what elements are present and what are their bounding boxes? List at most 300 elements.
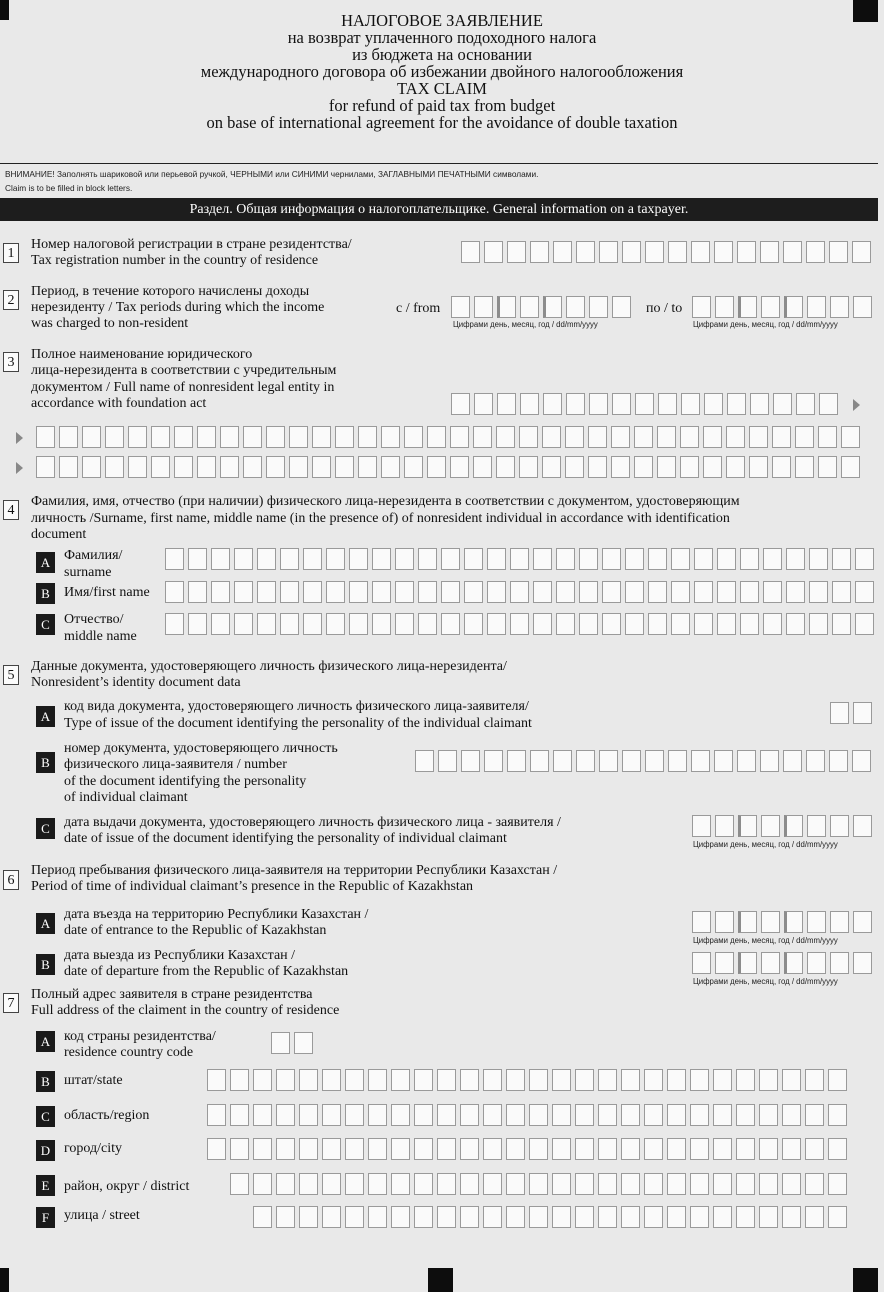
char-box[interactable] — [230, 1104, 249, 1126]
char-box[interactable] — [243, 456, 262, 478]
char-box[interactable] — [713, 1069, 732, 1091]
char-box[interactable] — [772, 456, 791, 478]
char-box[interactable] — [253, 1069, 272, 1091]
char-box[interactable] — [763, 548, 782, 570]
char-box[interactable] — [830, 952, 849, 974]
char-box[interactable] — [207, 1104, 226, 1126]
char-box[interactable] — [257, 613, 276, 635]
char-box[interactable] — [715, 911, 734, 933]
char-box[interactable] — [717, 581, 736, 603]
char-box[interactable] — [795, 426, 814, 448]
char-box[interactable] — [761, 815, 780, 837]
char-box[interactable] — [303, 613, 322, 635]
char-box[interactable] — [805, 1069, 824, 1091]
char-box[interactable] — [694, 581, 713, 603]
char-box[interactable] — [692, 815, 711, 837]
char-box[interactable] — [197, 426, 216, 448]
char-box[interactable] — [368, 1138, 387, 1160]
char-box[interactable] — [418, 581, 437, 603]
char-box[interactable] — [36, 426, 55, 448]
char-box[interactable] — [414, 1104, 433, 1126]
char-box[interactable] — [507, 750, 526, 772]
char-box[interactable] — [796, 393, 815, 415]
char-box[interactable] — [220, 426, 239, 448]
char-box[interactable] — [589, 296, 608, 318]
tax-registration-number-boxes[interactable] — [461, 241, 875, 263]
char-box[interactable] — [322, 1069, 341, 1091]
char-box[interactable] — [782, 1173, 801, 1195]
char-box[interactable] — [612, 296, 631, 318]
char-box[interactable] — [257, 581, 276, 603]
char-box[interactable] — [506, 1206, 525, 1228]
char-box[interactable] — [484, 241, 503, 263]
char-box[interactable] — [786, 581, 805, 603]
char-box[interactable] — [234, 548, 253, 570]
char-box[interactable] — [36, 456, 55, 478]
char-box[interactable] — [809, 548, 828, 570]
char-box[interactable] — [460, 1069, 479, 1091]
char-box[interactable] — [703, 456, 722, 478]
char-box[interactable] — [602, 613, 621, 635]
char-box[interactable] — [566, 393, 585, 415]
char-box[interactable] — [625, 581, 644, 603]
char-box[interactable] — [404, 426, 423, 448]
char-box[interactable] — [289, 426, 308, 448]
char-box[interactable] — [165, 548, 184, 570]
char-box[interactable] — [713, 1104, 732, 1126]
district-boxes[interactable] — [230, 1173, 851, 1195]
char-box[interactable] — [759, 1104, 778, 1126]
char-box[interactable] — [506, 1104, 525, 1126]
char-box[interactable] — [668, 750, 687, 772]
char-box[interactable] — [784, 911, 803, 933]
char-box[interactable] — [289, 456, 308, 478]
region-boxes[interactable] — [207, 1104, 851, 1126]
char-box[interactable] — [634, 426, 653, 448]
char-box[interactable] — [759, 1138, 778, 1160]
char-box[interactable] — [795, 456, 814, 478]
char-box[interactable] — [165, 613, 184, 635]
char-box[interactable] — [853, 815, 872, 837]
char-box[interactable] — [438, 750, 457, 772]
char-box[interactable] — [82, 426, 101, 448]
char-box[interactable] — [736, 1173, 755, 1195]
char-box[interactable] — [345, 1138, 364, 1160]
char-box[interactable] — [151, 456, 170, 478]
char-box[interactable] — [128, 426, 147, 448]
char-box[interactable] — [391, 1206, 410, 1228]
char-box[interactable] — [391, 1138, 410, 1160]
char-box[interactable] — [737, 241, 756, 263]
char-box[interactable] — [519, 456, 538, 478]
char-box[interactable] — [750, 393, 769, 415]
char-box[interactable] — [786, 613, 805, 635]
state-boxes[interactable] — [207, 1069, 851, 1091]
period-from-date-boxes[interactable] — [451, 296, 635, 318]
char-box[interactable] — [451, 296, 470, 318]
char-box[interactable] — [368, 1206, 387, 1228]
char-box[interactable] — [211, 613, 230, 635]
char-box[interactable] — [349, 581, 368, 603]
char-box[interactable] — [726, 426, 745, 448]
char-box[interactable] — [575, 1206, 594, 1228]
char-box[interactable] — [806, 750, 825, 772]
char-box[interactable] — [280, 548, 299, 570]
char-box[interactable] — [391, 1069, 410, 1091]
char-box[interactable] — [828, 1206, 847, 1228]
char-box[interactable] — [441, 581, 460, 603]
char-box[interactable] — [266, 456, 285, 478]
char-box[interactable] — [853, 702, 872, 724]
char-box[interactable] — [588, 426, 607, 448]
char-box[interactable] — [542, 426, 561, 448]
char-box[interactable] — [188, 581, 207, 603]
char-box[interactable] — [483, 1138, 502, 1160]
char-box[interactable] — [188, 548, 207, 570]
char-box[interactable] — [622, 241, 641, 263]
char-box[interactable] — [230, 1069, 249, 1091]
char-box[interactable] — [151, 426, 170, 448]
char-box[interactable] — [381, 456, 400, 478]
char-box[interactable] — [556, 548, 575, 570]
char-box[interactable] — [437, 1069, 456, 1091]
char-box[interactable] — [611, 426, 630, 448]
char-box[interactable] — [749, 426, 768, 448]
char-box[interactable] — [832, 581, 851, 603]
char-box[interactable] — [690, 1173, 709, 1195]
char-box[interactable] — [529, 1173, 548, 1195]
char-box[interactable] — [533, 581, 552, 603]
char-box[interactable] — [805, 1138, 824, 1160]
char-box[interactable] — [461, 241, 480, 263]
char-box[interactable] — [819, 393, 838, 415]
departure-date-boxes[interactable] — [692, 952, 876, 974]
char-box[interactable] — [805, 1104, 824, 1126]
char-box[interactable] — [807, 952, 826, 974]
char-box[interactable] — [496, 426, 515, 448]
legal-entity-name-boxes-row-3[interactable] — [36, 456, 864, 478]
char-box[interactable] — [598, 1206, 617, 1228]
char-box[interactable] — [418, 548, 437, 570]
char-box[interactable] — [128, 456, 147, 478]
char-box[interactable] — [414, 1206, 433, 1228]
char-box[interactable] — [266, 426, 285, 448]
entry-date-boxes[interactable] — [692, 911, 876, 933]
char-box[interactable] — [165, 581, 184, 603]
char-box[interactable] — [832, 548, 851, 570]
char-box[interactable] — [552, 1069, 571, 1091]
char-box[interactable] — [602, 581, 621, 603]
char-box[interactable] — [806, 241, 825, 263]
char-box[interactable] — [59, 426, 78, 448]
char-box[interactable] — [312, 456, 331, 478]
char-box[interactable] — [483, 1104, 502, 1126]
char-box[interactable] — [713, 1206, 732, 1228]
char-box[interactable] — [553, 241, 572, 263]
char-box[interactable] — [381, 426, 400, 448]
char-box[interactable] — [276, 1104, 295, 1126]
char-box[interactable] — [579, 581, 598, 603]
char-box[interactable] — [358, 456, 377, 478]
char-box[interactable] — [529, 1138, 548, 1160]
char-box[interactable] — [782, 1104, 801, 1126]
char-box[interactable] — [783, 241, 802, 263]
char-box[interactable] — [828, 1069, 847, 1091]
char-box[interactable] — [782, 1138, 801, 1160]
char-box[interactable] — [276, 1069, 295, 1091]
char-box[interactable] — [556, 613, 575, 635]
char-box[interactable] — [253, 1173, 272, 1195]
char-box[interactable] — [335, 456, 354, 478]
char-box[interactable] — [450, 456, 469, 478]
surname-boxes[interactable] — [165, 548, 878, 570]
char-box[interactable] — [345, 1069, 364, 1091]
char-box[interactable] — [234, 581, 253, 603]
char-box[interactable] — [763, 581, 782, 603]
char-box[interactable] — [460, 1104, 479, 1126]
char-box[interactable] — [553, 750, 572, 772]
char-box[interactable] — [635, 393, 654, 415]
char-box[interactable] — [506, 1069, 525, 1091]
char-box[interactable] — [612, 393, 631, 415]
char-box[interactable] — [253, 1104, 272, 1126]
char-box[interactable] — [473, 426, 492, 448]
char-box[interactable] — [276, 1138, 295, 1160]
char-box[interactable] — [575, 1069, 594, 1091]
char-box[interactable] — [740, 548, 759, 570]
char-box[interactable] — [667, 1069, 686, 1091]
char-box[interactable] — [625, 613, 644, 635]
char-box[interactable] — [809, 613, 828, 635]
char-box[interactable] — [621, 1138, 640, 1160]
char-box[interactable] — [680, 456, 699, 478]
char-box[interactable] — [510, 581, 529, 603]
char-box[interactable] — [487, 548, 506, 570]
char-box[interactable] — [782, 1069, 801, 1091]
char-box[interactable] — [671, 548, 690, 570]
char-box[interactable] — [529, 1206, 548, 1228]
char-box[interactable] — [599, 750, 618, 772]
char-box[interactable] — [276, 1206, 295, 1228]
char-box[interactable] — [588, 456, 607, 478]
char-box[interactable] — [599, 241, 618, 263]
char-box[interactable] — [738, 296, 757, 318]
char-box[interactable] — [349, 613, 368, 635]
char-box[interactable] — [760, 241, 779, 263]
char-box[interactable] — [566, 296, 585, 318]
char-box[interactable] — [782, 1206, 801, 1228]
char-box[interactable] — [853, 296, 872, 318]
issue-date-boxes[interactable] — [692, 815, 876, 837]
char-box[interactable] — [786, 548, 805, 570]
char-box[interactable] — [853, 911, 872, 933]
char-box[interactable] — [648, 548, 667, 570]
char-box[interactable] — [625, 548, 644, 570]
char-box[interactable] — [726, 456, 745, 478]
char-box[interactable] — [714, 241, 733, 263]
char-box[interactable] — [345, 1104, 364, 1126]
char-box[interactable] — [460, 1206, 479, 1228]
char-box[interactable] — [415, 750, 434, 772]
char-box[interactable] — [717, 613, 736, 635]
char-box[interactable] — [598, 1173, 617, 1195]
char-box[interactable] — [552, 1104, 571, 1126]
char-box[interactable] — [496, 456, 515, 478]
char-box[interactable] — [784, 952, 803, 974]
char-box[interactable] — [533, 548, 552, 570]
char-box[interactable] — [368, 1173, 387, 1195]
char-box[interactable] — [174, 456, 193, 478]
char-box[interactable] — [818, 426, 837, 448]
char-box[interactable] — [805, 1206, 824, 1228]
char-box[interactable] — [345, 1206, 364, 1228]
char-box[interactable] — [691, 750, 710, 772]
char-box[interactable] — [105, 456, 124, 478]
char-box[interactable] — [692, 296, 711, 318]
char-box[interactable] — [634, 456, 653, 478]
char-box[interactable] — [464, 581, 483, 603]
char-box[interactable] — [257, 548, 276, 570]
char-box[interactable] — [784, 296, 803, 318]
middle-name-boxes[interactable] — [165, 613, 878, 635]
char-box[interactable] — [372, 613, 391, 635]
char-box[interactable] — [565, 456, 584, 478]
char-box[interactable] — [460, 1138, 479, 1160]
char-box[interactable] — [773, 393, 792, 415]
char-box[interactable] — [830, 296, 849, 318]
char-box[interactable] — [520, 393, 539, 415]
char-box[interactable] — [556, 581, 575, 603]
char-box[interactable] — [703, 426, 722, 448]
char-box[interactable] — [736, 1104, 755, 1126]
char-box[interactable] — [736, 1206, 755, 1228]
char-box[interactable] — [461, 750, 480, 772]
char-box[interactable] — [349, 548, 368, 570]
char-box[interactable] — [437, 1138, 456, 1160]
char-box[interactable] — [694, 613, 713, 635]
char-box[interactable] — [441, 613, 460, 635]
char-box[interactable] — [464, 613, 483, 635]
char-box[interactable] — [437, 1206, 456, 1228]
char-box[interactable] — [253, 1138, 272, 1160]
char-box[interactable] — [644, 1069, 663, 1091]
char-box[interactable] — [542, 456, 561, 478]
char-box[interactable] — [738, 815, 757, 837]
char-box[interactable] — [841, 426, 860, 448]
char-box[interactable] — [519, 426, 538, 448]
char-box[interactable] — [451, 393, 470, 415]
char-box[interactable] — [404, 456, 423, 478]
char-box[interactable] — [345, 1173, 364, 1195]
char-box[interactable] — [648, 613, 667, 635]
city-boxes[interactable] — [207, 1138, 851, 1160]
char-box[interactable] — [828, 1104, 847, 1126]
char-box[interactable] — [271, 1032, 290, 1054]
char-box[interactable] — [715, 952, 734, 974]
first-name-boxes[interactable] — [165, 581, 878, 603]
char-box[interactable] — [598, 1138, 617, 1160]
char-box[interactable] — [303, 581, 322, 603]
char-box[interactable] — [667, 1173, 686, 1195]
char-box[interactable] — [280, 613, 299, 635]
document-type-code-boxes[interactable] — [830, 702, 876, 724]
char-box[interactable] — [533, 613, 552, 635]
char-box[interactable] — [841, 456, 860, 478]
char-box[interactable] — [749, 456, 768, 478]
char-box[interactable] — [621, 1104, 640, 1126]
char-box[interactable] — [714, 750, 733, 772]
char-box[interactable] — [312, 426, 331, 448]
char-box[interactable] — [761, 952, 780, 974]
char-box[interactable] — [530, 750, 549, 772]
char-box[interactable] — [299, 1206, 318, 1228]
char-box[interactable] — [830, 815, 849, 837]
char-box[interactable] — [322, 1138, 341, 1160]
char-box[interactable] — [507, 241, 526, 263]
char-box[interactable] — [715, 815, 734, 837]
street-boxes[interactable] — [253, 1206, 851, 1228]
char-box[interactable] — [450, 426, 469, 448]
char-box[interactable] — [207, 1138, 226, 1160]
char-box[interactable] — [211, 581, 230, 603]
char-box[interactable] — [852, 750, 871, 772]
char-box[interactable] — [611, 456, 630, 478]
char-box[interactable] — [520, 296, 539, 318]
char-box[interactable] — [761, 911, 780, 933]
char-box[interactable] — [552, 1138, 571, 1160]
char-box[interactable] — [644, 1173, 663, 1195]
char-box[interactable] — [243, 426, 262, 448]
char-box[interactable] — [322, 1104, 341, 1126]
char-box[interactable] — [644, 1206, 663, 1228]
char-box[interactable] — [188, 613, 207, 635]
char-box[interactable] — [220, 456, 239, 478]
char-box[interactable] — [299, 1104, 318, 1126]
char-box[interactable] — [772, 426, 791, 448]
char-box[interactable] — [294, 1032, 313, 1054]
char-box[interactable] — [552, 1173, 571, 1195]
char-box[interactable] — [441, 548, 460, 570]
char-box[interactable] — [715, 296, 734, 318]
char-box[interactable] — [543, 393, 562, 415]
char-box[interactable] — [464, 548, 483, 570]
char-box[interactable] — [855, 548, 874, 570]
char-box[interactable] — [326, 548, 345, 570]
char-box[interactable] — [738, 952, 757, 974]
char-box[interactable] — [736, 1069, 755, 1091]
char-box[interactable] — [473, 456, 492, 478]
char-box[interactable] — [783, 750, 802, 772]
char-box[interactable] — [391, 1173, 410, 1195]
char-box[interactable] — [530, 241, 549, 263]
char-box[interactable] — [828, 1173, 847, 1195]
country-code-boxes[interactable] — [271, 1032, 317, 1054]
char-box[interactable] — [322, 1173, 341, 1195]
char-box[interactable] — [414, 1138, 433, 1160]
char-box[interactable] — [690, 1206, 709, 1228]
char-box[interactable] — [326, 613, 345, 635]
char-box[interactable] — [853, 952, 872, 974]
char-box[interactable] — [598, 1069, 617, 1091]
char-box[interactable] — [395, 613, 414, 635]
char-box[interactable] — [645, 750, 664, 772]
char-box[interactable] — [713, 1173, 732, 1195]
char-box[interactable] — [852, 241, 871, 263]
char-box[interactable] — [358, 426, 377, 448]
char-box[interactable] — [621, 1173, 640, 1195]
char-box[interactable] — [727, 393, 746, 415]
char-box[interactable] — [830, 911, 849, 933]
